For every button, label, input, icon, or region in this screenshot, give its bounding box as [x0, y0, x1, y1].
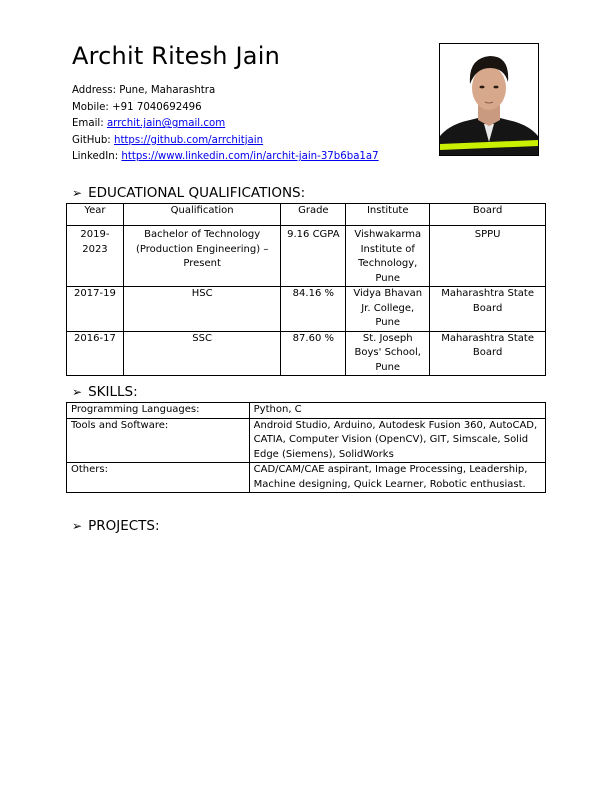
arrow-bullet-icon: ➢ [72, 186, 83, 200]
year-cell: 2019-2023 [67, 226, 124, 287]
section-skills-title [72, 384, 138, 400]
column-header-board: Board [430, 204, 546, 226]
skills-table [66, 402, 546, 493]
education-table [66, 203, 546, 376]
year-cell: 2016-17 [67, 331, 124, 376]
section-projects-title [72, 518, 160, 534]
arrow-bullet-icon: ➢ [72, 519, 83, 533]
mobile-line [72, 100, 379, 117]
board-cell: Maharashtra State Board [430, 331, 546, 376]
contact-info [72, 83, 379, 166]
education-header-row [67, 204, 546, 226]
linkedin-line [72, 149, 379, 166]
email-line [72, 116, 379, 133]
github-label: GitHub: [72, 134, 114, 146]
qualification-cell: SSC [123, 331, 281, 376]
column-header-qualification: Qualification [123, 204, 281, 226]
table-row [67, 226, 546, 287]
grade-cell: 9.16 CGPA [281, 226, 346, 287]
skill-category-cell: Programming Languages: [67, 403, 250, 419]
skill-category-cell: Tools and Software: [67, 418, 250, 463]
skill-values-cell: CAD/CAM/CAE aspirant, Image Processing, Leadership, Machine designing, Quick Learner, Robotic enthusiast. [249, 463, 545, 493]
arrow-bullet-icon: ➢ [72, 385, 83, 399]
institute-cell: Vishwakarma Institute of Technology, Pune [346, 226, 430, 287]
address-value: Pune, Maharashtra [119, 85, 216, 96]
skill-values-cell: Android Studio, Arduino, Autodesk Fusion 360, AutoCAD, CATIA, Computer Vision (OpenCV), GIT, Simscale, Solid Edge (Siemens), SolidWorks [249, 418, 545, 463]
section-education-title [72, 185, 305, 201]
mobile-value: +91 7040692496 [112, 101, 202, 113]
year-cell: 2017-19 [67, 287, 124, 332]
candidate-name: Archit Ritesh Jain [72, 42, 280, 70]
linkedin-link[interactable]: https://www.linkedin.com/in/archit-jain-37b6ba1a7 [121, 151, 379, 163]
github-line [72, 133, 379, 150]
github-link[interactable]: https://github.com/arrchitjain [113, 134, 264, 146]
section-projects-label: PROJECTS: [88, 518, 160, 534]
address-label: Address: [72, 85, 120, 96]
grade-cell: 84.16 % [281, 287, 346, 332]
institute-cell: St. Joseph Boys' School, Pune [346, 331, 430, 376]
institute-cell: Vidya Bhavan Jr. College, Pune [346, 287, 430, 332]
table-row [67, 403, 546, 419]
section-skills-label: SKILLS: [88, 384, 138, 400]
grade-cell: 87.60 % [281, 331, 346, 376]
mobile-label: Mobile: [72, 101, 113, 113]
table-row [67, 418, 546, 463]
board-cell: Maharashtra State Board [430, 287, 546, 332]
email-link[interactable]: arrchit.jain@gmail.com [106, 118, 226, 130]
column-header-year: Year [67, 204, 124, 226]
skill-category-cell: Others: [67, 463, 250, 493]
column-header-grade: Grade [281, 204, 346, 226]
email-label: Email: [72, 118, 107, 130]
board-cell: SPPU [430, 226, 546, 287]
profile-photo [439, 43, 539, 156]
section-education-label: EDUCATIONAL QUALIFICATIONS: [88, 185, 306, 201]
table-row [67, 331, 546, 376]
portrait-image [440, 44, 538, 155]
table-row [67, 463, 546, 493]
address-line [72, 83, 379, 100]
table-row [67, 287, 546, 332]
skill-values-cell: Python, C [249, 403, 545, 419]
qualification-cell: HSC [123, 287, 281, 332]
linkedin-label: LinkedIn: [72, 151, 122, 163]
qualification-cell: Bachelor of Technology (Production Engineering) – Present [123, 226, 281, 287]
column-header-institute: Institute [346, 204, 430, 226]
